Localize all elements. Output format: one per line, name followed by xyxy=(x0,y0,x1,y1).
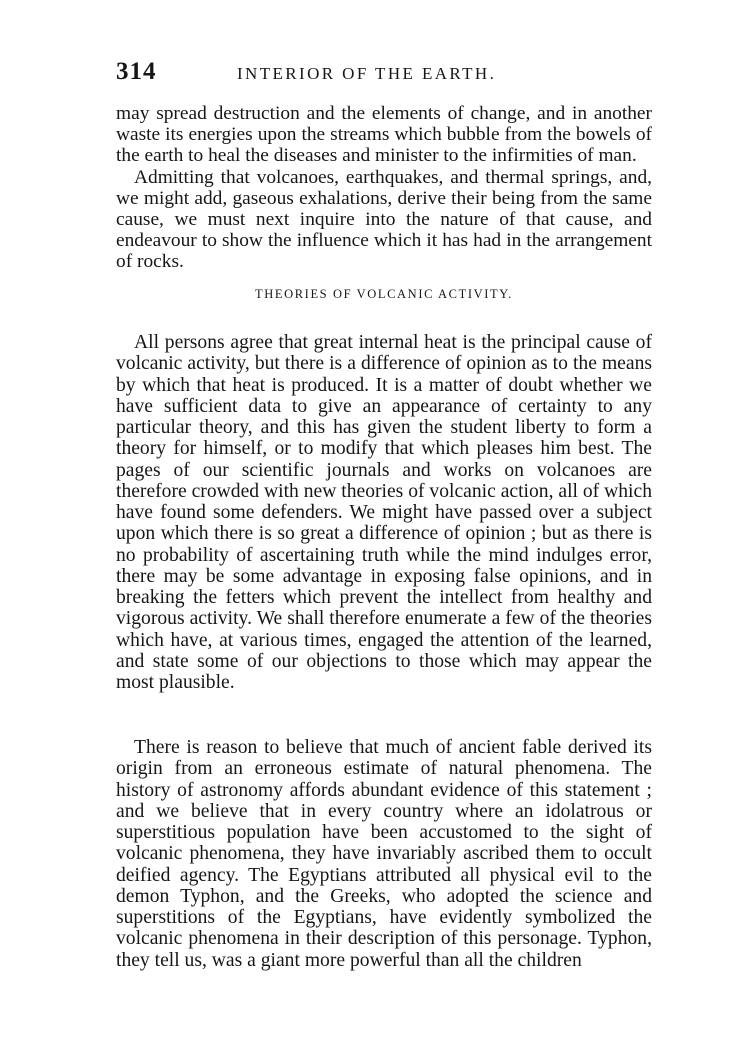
text-block-fable xyxy=(116,737,652,971)
page-number: 314 xyxy=(116,58,157,85)
paragraph-admitting: Admitting that volcanoes, earthquakes, and thermal springs, and, we might add, gaseous exhalations, derive their being from the same cause, we must next inquire into the nature of that cause, and endeavour to show the influence which it has had in the arrangement of rocks. xyxy=(116,166,652,273)
paragraph-continued: may spread destruction and the elements of change, and in another waste its energies upon the streams which bubble from the bowels of the earth to heal the diseases and minister to the infirmities of man. xyxy=(116,103,652,167)
section-heading: THEORIES OF VOLCANIC ACTIVITY. xyxy=(255,286,513,301)
text-block-theories xyxy=(116,332,652,693)
paragraph-all-persons: All persons agree that great internal heat is the principal cause of volcanic activity, but there is a difference of opinion as to the means by which that heat is produced. It is a matter of doubt whether we have sufficient data to give an appearance of certainty to any particular theory, and this has given the student liberty to form a theory for himself, or to modify that which pleases him best. The pages of our scientific journals and works on volcanoes are therefore crowded with new theories of volcanic action, all of which have found some defenders. We might have passed over a subject upon which there is so great a difference of opinion ; but as there is no probability of ascertaining truth while the mind indulges error, there may be some advantage in exposing false opinions, and in breaking the fetters which prevent the intellect from healthy and vigorous activity. We shall therefore enumerate a few of the theories which have, at various times, engaged the attention of the learned, and state some of our objections to those which may appear the most plausible. xyxy=(116,332,652,693)
text-block-top xyxy=(116,103,652,312)
paragraph-ancient-fable: There is reason to believe that much of ancient fable derived its origin from an erroneous estimate of natural phenomena. The history of astronomy affords abundant evidence of this statement ; and we believe that in every country where an idolatrous or superstitious population have been accustomed to the sight of volcanic phenomena, they have invariably ascribed them to occult deified agency. The Egyptians attributed all physical evil to the demon Typhon, and the Greeks, who adopted the science and superstitions of the Egyptians, have evidently symbolized the volcanic phenomena in their description of this personage. Typhon, they tell us, was a giant more powerful than all the children xyxy=(116,737,652,971)
running-head: INTERIOR OF THE EARTH. xyxy=(237,64,497,83)
page-header xyxy=(116,58,652,92)
